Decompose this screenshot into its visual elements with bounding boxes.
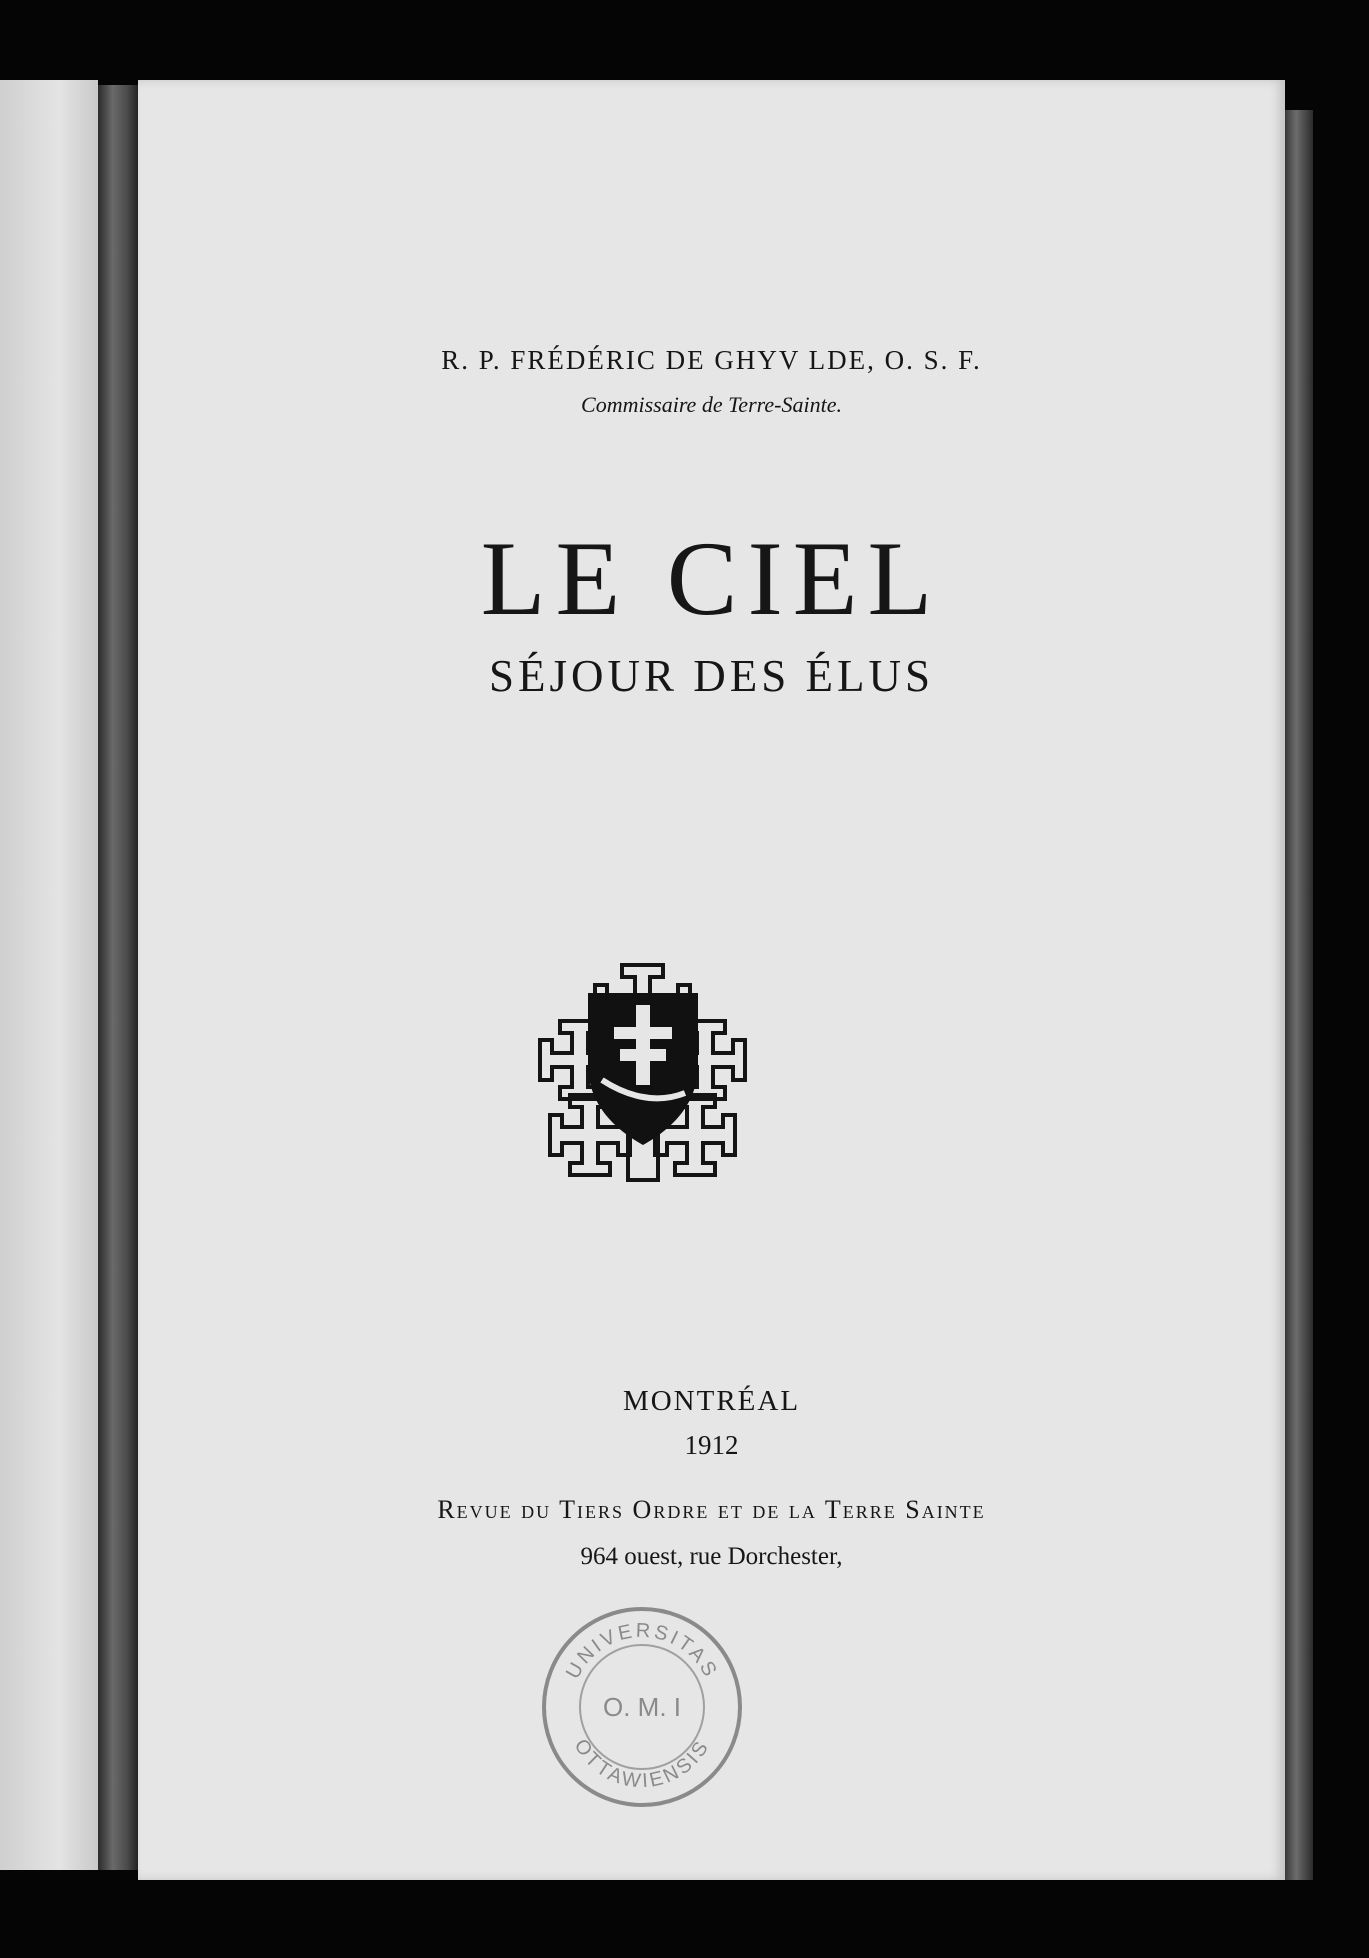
svg-text:OTTAWIENSIS <box>570 1735 715 1792</box>
publisher-address: 964 ouest, rue Dorchester, <box>580 1543 843 1570</box>
publication-city: MONTRÉAL <box>622 1385 801 1417</box>
library-stamp-icon <box>537 1602 747 1812</box>
author-line: R. P. FRÉDÉRIC DE GHYV LDE, O. S. F. <box>441 345 982 375</box>
publisher-name: Revue du Tiers Ordre et de la Terre Sainte <box>437 1495 986 1524</box>
left-page-edge <box>0 80 98 1870</box>
publication-year: 1912 <box>684 1430 739 1460</box>
svg-text:UNIVERSITAS <box>562 1620 722 1683</box>
title-page <box>138 80 1285 1880</box>
book-title: LE CIEL <box>480 520 943 637</box>
stamp-top-text: UNIVERSITAS <box>561 1619 723 1683</box>
stamp-bottom-text: OTTAWIENSIS <box>569 1735 715 1793</box>
stamp-center-text: O. M. I <box>603 1692 681 1722</box>
book-spine <box>98 85 140 1870</box>
book-subtitle: SÉJOUR DES ÉLUS <box>488 651 935 701</box>
jerusalem-cross-emblem-icon <box>530 955 755 1190</box>
author-role: Commissaire de Terre-Sainte. <box>581 392 842 417</box>
right-page-edge <box>1285 110 1313 1880</box>
